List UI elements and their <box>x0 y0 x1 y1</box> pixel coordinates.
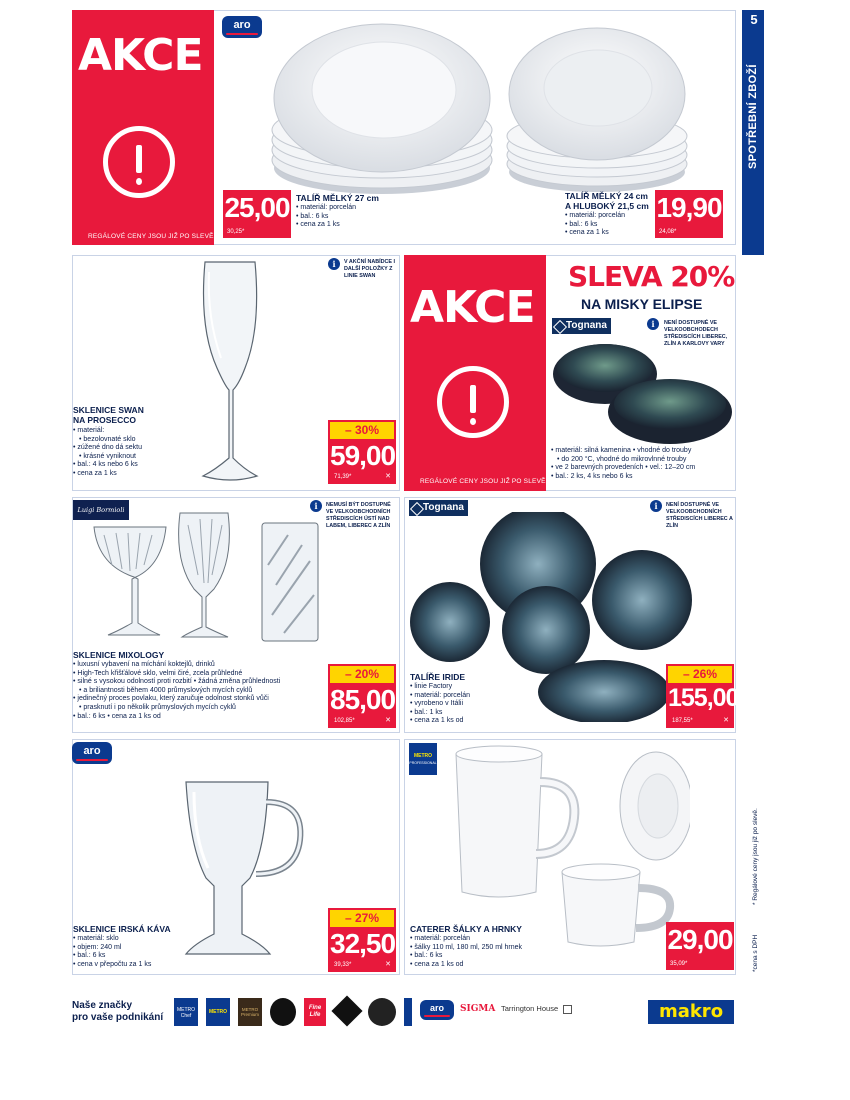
spec-item: • bal.: 6 ks <box>565 221 625 230</box>
spec-item: • a briliantnosti během 4000 průmyslových mycích cyklů <box>73 687 280 696</box>
spec-item: • objem: 240 ml <box>73 944 151 953</box>
sigma-logo: SIGMA <box>460 1004 496 1014</box>
iride-info-note: NENÍ DOSTUPNÉ VE VELKOOBCHODNÍCH STŘEDISCÍCH LIBEREC A ZLÍN <box>666 502 733 529</box>
metro-premium-logo: METRO Premium <box>238 998 262 1026</box>
page-number: 5 <box>750 12 758 27</box>
irish-coffee-glass-image <box>180 778 310 968</box>
horeca-select-logo <box>331 995 362 1026</box>
discount-badge: – 27% <box>330 910 394 927</box>
price: 155,00 <box>668 684 739 712</box>
fine-life-logo: Fine Life <box>304 998 326 1026</box>
title-line: A HLUBOKÝ 21,5 cm <box>565 201 649 211</box>
product-specs-elipse <box>551 447 695 481</box>
spec-item: • bal.: 6 ks <box>296 213 356 222</box>
product-title-plate-27: TALÍŘ MĚLKÝ 27 cm <box>296 193 379 203</box>
elipse-headline: SLEVA 20% <box>568 260 735 293</box>
product-specs-plate-24 <box>565 212 625 238</box>
product-specs-caterer <box>410 935 522 969</box>
house-icon <box>563 1005 572 1014</box>
spec-item: • jedinečný proces povlaku, který zaručuje odolnost stonků vůči <box>73 695 280 704</box>
spec-item: • prasknutí i po několik průmyslových mycích cyklů <box>73 704 280 713</box>
spec-item: • materiál: porcelán <box>565 212 625 221</box>
luigi-bormioli-logo: Luigi Bormioli <box>73 500 129 520</box>
spec-item: • šálky 110 ml, 180 ml, 250 ml hrnek <box>410 944 522 953</box>
deep-plates-stack-image <box>502 20 692 195</box>
makro-logo: makro <box>648 1000 734 1024</box>
elipse-info-note: NENÍ DOSTUPNÉ VE VELKOOBCHODECH STŘEDISCÍCH LIBEREC, ZLÍN A KARLOVY VARY <box>664 320 728 347</box>
asterisk-mark: ✕ <box>385 961 391 968</box>
asterisk-mark: ✕ <box>385 473 391 480</box>
spec-item: • cena v přepočtu za 1 ks <box>73 961 151 970</box>
logo-line: METRO <box>413 753 433 759</box>
spec-item: • cena za 1 ks <box>73 470 142 479</box>
spec-item: • vyrobeno v Itálii <box>410 700 470 709</box>
price-with-vat: 24,08* <box>659 229 677 235</box>
price-tag-mixology <box>328 664 396 728</box>
section-title <box>747 143 759 169</box>
spec-item: • bal.: 6 ks • cena za 1 ks od <box>73 713 280 722</box>
price: 32,50 <box>330 928 396 959</box>
spec-item: • bal.: 2 ks, 4 ks nebo 6 ks <box>551 473 695 482</box>
product-specs-mixology <box>73 661 280 721</box>
price: 85,00 <box>330 684 396 715</box>
product-specs-iride <box>410 683 470 726</box>
spec-item: • cena za 1 ks <box>565 229 625 238</box>
h-line-logo <box>404 998 412 1026</box>
product-title-mixology: SKLENICE MIXOLOGY <box>73 650 165 660</box>
price-tag-swan <box>328 420 396 484</box>
price-tag-plate-24 <box>655 190 723 238</box>
aro-logo: aro <box>222 16 262 38</box>
spec-item: • bal.: 1 ks <box>410 709 470 718</box>
spec-item: • bal.: 6 ks <box>410 952 522 961</box>
spec-item: • zúžené dno dá sektu <box>73 444 142 453</box>
elipse-subline: NA MISKY ELIPSE <box>581 296 703 312</box>
product-title-irish: SKLENICE IRSKÁ KÁVA <box>73 924 171 934</box>
tarrington-label: Tarrington House <box>501 1004 559 1013</box>
spec-item: • bezolovnaté sklo <box>73 436 142 445</box>
caterer-cups-image <box>450 742 690 952</box>
aro-footer-logo: aro <box>420 1000 454 1020</box>
metro-professional-logo <box>409 743 437 775</box>
price: 19,90 <box>656 192 722 223</box>
spec-item: • materiál: porcelán <box>410 692 470 701</box>
discount-badge: – 20% <box>330 666 394 683</box>
discount-badge: – 30% <box>330 422 394 439</box>
spec-item: • bal.: 6 ks <box>73 952 151 961</box>
spec-item: • cena za 1 ks <box>296 221 356 230</box>
spec-item: • materiál: <box>73 427 142 436</box>
spec-item: • materiál: porcelán <box>410 935 522 944</box>
asterisk-mark: ✕ <box>385 717 391 724</box>
spec-item: • cena za 1 ks od <box>410 717 470 726</box>
price: 29,00 <box>667 924 733 955</box>
price-tag-iride <box>666 664 739 728</box>
price-tag-plate-27 <box>223 190 291 238</box>
spec-item: • luxusní vybavení na míchání koktejlů, drinků <box>73 661 280 670</box>
product-title-plate-24 <box>565 191 649 211</box>
footer-title-line: pro vaše podnikání <box>72 1012 164 1023</box>
price-tag-irish <box>328 908 396 972</box>
price-with-vat: 35,09* <box>670 961 688 967</box>
product-title-caterer: CATERER ŠÁLKY A HRNKY <box>410 924 522 934</box>
price-with-vat: 30,25* <box>227 229 245 235</box>
mixology-glasses-image <box>88 505 328 645</box>
elipse-bowls-image <box>550 340 740 446</box>
logo-line: PROFESSIONAL <box>409 761 437 765</box>
title-line: TALÍŘ MĚLKÝ 24 cm <box>565 191 648 201</box>
aro-logo: aro <box>72 742 112 764</box>
footer-title-line: Naše značky <box>72 1000 133 1011</box>
prosecco-glass-image <box>195 258 265 486</box>
spec-item: • linie Factory <box>410 683 470 692</box>
spec-item: • materiál: porcelán <box>296 204 356 213</box>
regal-price-note: * Regálové ceny jsou již po slevě. <box>752 808 759 905</box>
spec-item: • ve 2 barevných provedeních • vel.: 12–20 cm <box>551 464 695 473</box>
vat-note: *cena s DPH <box>752 934 759 972</box>
price-with-vat: 102,85* <box>334 718 355 724</box>
price-with-vat: 187,55* <box>672 718 693 724</box>
price-with-vat: 71,39* <box>334 474 352 480</box>
swan-info-note: V AKČNÍ NABÍDCE I DALŠÍ POLOŽKY Z LINIE SWAN <box>344 259 396 279</box>
tarrington-house-logo <box>501 1004 572 1014</box>
price-tag-caterer <box>666 922 734 970</box>
product-specs-plate-27 <box>296 204 356 230</box>
product-title-swan <box>73 405 144 425</box>
footer-title <box>72 1000 163 1024</box>
spec-item: • do 200 °C, vhodné do mikrovlnné trouby <box>551 456 695 465</box>
tognana-logo: Tognana <box>409 500 468 516</box>
metro-chef-logo: METRO Chef <box>174 998 198 1026</box>
akce-footnote-top: REGÁLOVÉ CENY JSOU JIŽ PO SLEVĚ. <box>88 233 216 240</box>
title-line: SKLENICE SWAN <box>73 405 144 415</box>
info-icon: i <box>310 500 322 512</box>
product-title-iride: TALÍŘE IRIDE <box>410 672 466 682</box>
discount-badge: – 26% <box>668 666 732 683</box>
metro-professional-footer-logo: METRO <box>206 998 230 1026</box>
plates-stack-image <box>262 18 502 198</box>
spec-item: • materiál: sklo <box>73 935 151 944</box>
price: 25,00 <box>224 192 290 223</box>
spec-item: • krásné vyniknout <box>73 453 142 462</box>
mixology-info-note: NEMUSÍ BÝT DOSTUPNÉ VE VELKOOBCHODNÍCH STŘEDISCÍCH ÚSTÍ NAD LABEM, LIBEREC A ZLÍN <box>326 502 391 529</box>
tognana-logo: Tognana <box>552 318 611 334</box>
alert-icon <box>103 126 175 198</box>
spec-item: • bal.: 4 ks nebo 6 ks <box>73 461 142 470</box>
alert-icon <box>437 366 509 438</box>
product-specs-irish <box>73 935 151 969</box>
info-icon: i <box>328 258 340 270</box>
product-specs-swan <box>73 427 142 479</box>
spec-item: • materiál: silná kamenina • vhodné do trouby <box>551 447 695 456</box>
info-icon: i <box>650 500 662 512</box>
price-with-vat: 39,33* <box>334 962 352 968</box>
price: 59,00 <box>330 440 396 471</box>
spec-item: • silné s vysokou odolností proti rozbití • žádná změna průhlednosti <box>73 678 280 687</box>
spec-item: • cena za 1 ks od <box>410 961 522 970</box>
spec-item: • High-Tech křišťálové sklo, velmi čiré, zcela průhledné <box>73 670 280 679</box>
akce-label-top: AKCE <box>78 30 203 81</box>
title-line: NA PROSECCO <box>73 415 136 425</box>
asterisk-mark: ✕ <box>723 717 729 724</box>
info-icon: i <box>647 318 659 330</box>
grapes-logo <box>368 998 396 1026</box>
rioba-logo <box>270 998 296 1026</box>
akce-label-mid: AKCE <box>410 282 535 333</box>
akce-footnote-mid: REGÁLOVÉ CENY JSOU JIŽ PO SLEVĚ. <box>420 478 548 485</box>
